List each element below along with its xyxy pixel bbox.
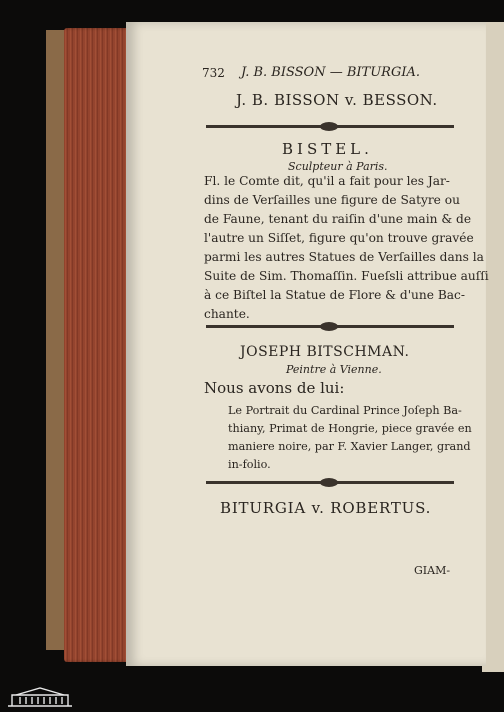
- ornamental-rule: [206, 481, 454, 484]
- bitschman-line-4: in-folio.: [228, 458, 271, 471]
- bistel-line-7: à ce Biſtel la Statue de Flore & d'une Bac-: [204, 288, 466, 302]
- entry-bisson-heading: J. B. BISSON v. BESSON.: [236, 91, 438, 109]
- bistel-line-1: Fl. le Comte dit, qu'il a fait pour les Jar-: [204, 174, 450, 188]
- entry-biturgia-heading: BITURGIA v. ROBERTUS.: [220, 499, 432, 517]
- bitschman-line-1: Le Portrait du Cardinal Prince Joſeph Ba-: [228, 404, 462, 417]
- entry-bistel-subtitle: Sculpteur à Paris.: [288, 160, 388, 173]
- bitschman-line-2: thiany, Primat de Hongrie, piece gravée en: [228, 422, 472, 435]
- bistel-line-2: dins de Verſailles une figure de Satyre ou: [204, 193, 460, 207]
- bistel-line-3: de Faune, tenant du raiſin d'une main & de: [204, 212, 472, 226]
- library-building-logo: [6, 686, 74, 708]
- running-head-title: J. B. BISSON — BITURGIA.: [241, 65, 420, 80]
- bistel-line-5: parmi les autres Statues de Verſailles dans la: [204, 250, 484, 264]
- entry-bitschman-subtitle: Peintre à Vienne.: [286, 363, 382, 376]
- entry-bistel-heading: BISTEL.: [282, 140, 373, 158]
- entry-bitschman-heading: JOSEPH BITSCHMAN.: [240, 344, 410, 360]
- bistel-line-4: l'autre un Siſſet, figure qu'on trouve gravée: [204, 231, 474, 245]
- bitschman-line-3: maniere noire, par F. Xavier Langer, grand: [228, 440, 471, 453]
- bistel-line-6: Suite de Sim. Thomaſſin. Fueſsli attribue auſſi: [204, 269, 489, 283]
- page-fore-edge: [64, 28, 130, 662]
- catchword: GIAM-: [414, 564, 451, 577]
- page-number: 732: [202, 66, 225, 80]
- bistel-line-8: chante.: [204, 307, 250, 321]
- entry-bitschman-intro: Nous avons de lui:: [204, 379, 345, 397]
- book-page: [126, 22, 489, 666]
- ornamental-rule: [206, 325, 454, 328]
- ornamental-rule: [206, 125, 454, 128]
